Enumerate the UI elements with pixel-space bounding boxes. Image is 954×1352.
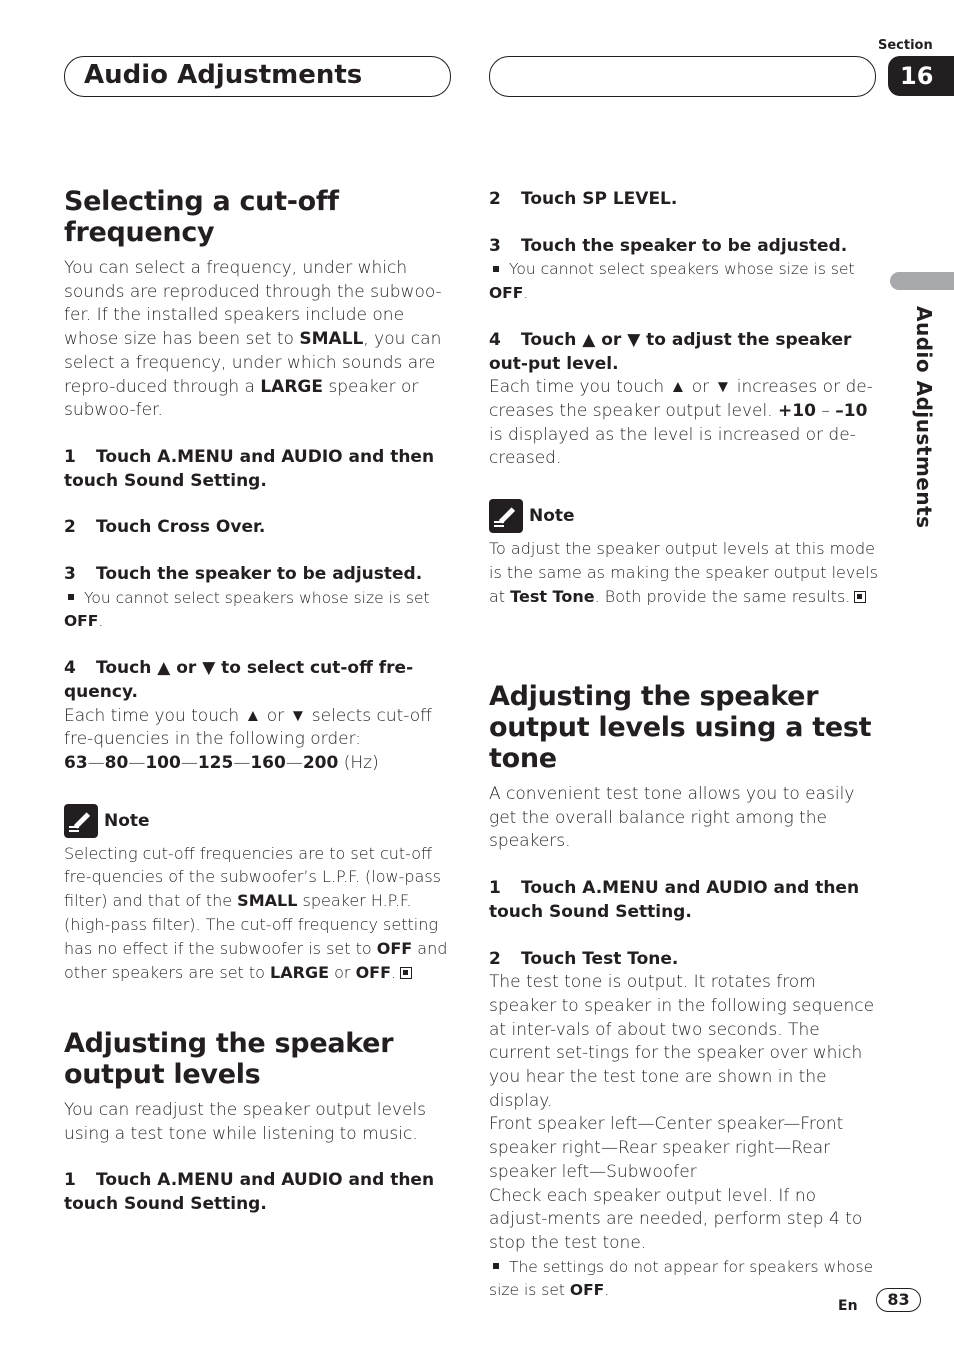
cutoff-step-4-text: Each time you touch ▲ or ▼ selects cut-off fre-quencies in the following order: [64, 705, 432, 750]
cutoff-step-2: 2 Touch Cross Over. [64, 517, 266, 538]
end-mark-icon [854, 591, 866, 603]
testtone-section [489, 681, 879, 1303]
side-tab-label: Audio Adjustments [912, 306, 936, 529]
testtone-step-2-text-3: Check each speaker output level. If no adjust-ments are needed, perform step 4 to stop the test tone. [489, 1185, 863, 1253]
cutoff-note-header [64, 804, 454, 838]
cutoff-note-text: Selecting cut-off frequencies are to set cut-off fre-quencies of the subwoofer’s L.P.F. (low-pass filter) and that of the SMALL speaker H.P.F. (high-pass filter). The cut-off frequency setting has no effect if the subwoofer is set to OFF and other speakers are set to LARGE or OFF. [64, 843, 448, 982]
header-blank-frame [489, 56, 876, 97]
bullet-square-icon [68, 594, 74, 600]
side-tab-marker [890, 272, 954, 290]
section-label: Section [878, 38, 933, 53]
cutoff-step-1: 1 Touch A.MENU and AUDIO and then touch Sound Setting. [64, 446, 435, 491]
levels-step-4-text: Each time you touch ▲ or ▼ increases or de-creases the speaker output level. +10 – –10 is displayed as the level is increased or de-creased. [489, 377, 873, 469]
right-column [489, 188, 879, 608]
end-mark-icon [400, 967, 412, 979]
note-pencil-icon [489, 499, 523, 533]
footer-language: En [838, 1298, 858, 1314]
cutoff-intro: You can select a frequency, under which sounds are reproduced through the subwoo-fer. If the installed speakers include one whose size has been set to SMALL, you can select a frequency, under which sounds are repro-duced through a LARGE speaker or subwoo-fer. [64, 258, 442, 421]
levels-section [64, 1028, 454, 1217]
levels-note-header [489, 499, 879, 533]
levels-note-text: To adjust the speaker output levels at this mode is the same as making the speaker output levels at Test Tone. Both provide the same results. [489, 539, 878, 606]
section-number-badge: 16 [888, 56, 954, 96]
testtone-step-2-sequence: Front speaker left—Center speaker—Front speaker right—Rear speaker right—Rear speaker left—Subwoofer [489, 1114, 844, 1182]
levels-step-2: 2 Touch SP LEVEL. [489, 189, 678, 209]
bullet-square-icon [493, 266, 499, 272]
note-pencil-icon [64, 804, 98, 838]
left-column [64, 186, 454, 984]
levels-step-1: 1 Touch A.MENU and AUDIO and then touch Sound Setting. [64, 1170, 435, 1215]
cutoff-step-3: 3 Touch the speaker to be adjusted. [64, 564, 423, 585]
testtone-intro: A convenient test tone allows you to easily get the overall balance right among the speakers. [489, 784, 855, 852]
note-title: Note [529, 506, 575, 527]
levels-intro: You can readjust the speaker output levels using a test tone while listening to music. [64, 1100, 427, 1144]
levels-heading: Adjusting the speaker output levels [64, 1028, 394, 1090]
page-title: Audio Adjustments [84, 60, 363, 90]
cutoff-step-4: 4 Touch ▲ or ▼ to select cut-off fre-quency. [64, 658, 414, 702]
testtone-heading: Adjusting the speaker output levels using a test tone [489, 681, 872, 774]
testtone-step-2-text-1: The test tone is output. It rotates from speaker to speaker in the following sequence at inter-vals of about two seconds. The current set-tings for the speaker over which you hear the test tone are shown in the display. [489, 972, 875, 1111]
cutoff-heading: Selecting a cut-off frequency [64, 186, 339, 248]
levels-step-3-bullet: You cannot select speakers whose size is set OFF. [489, 260, 855, 303]
testtone-bullet: The settings do not appear for speakers whose size is set OFF. [489, 1257, 874, 1300]
page-number: 83 [876, 1288, 921, 1312]
testtone-step-1: 1 Touch A.MENU and AUDIO and then touch Sound Setting. [489, 878, 860, 922]
levels-step-3: 3 Touch the speaker to be adjusted. [489, 235, 848, 256]
note-title: Note [104, 810, 150, 831]
bullet-square-icon [493, 1263, 499, 1269]
testtone-step-2: 2 Touch Test Tone. [489, 948, 679, 969]
cutoff-frequency-sequence: 63—80—100—125—160—200 (Hz) [64, 752, 379, 773]
cutoff-step-3-bullet: You cannot select speakers whose size is set OFF. [64, 588, 430, 631]
levels-step-4: 4 Touch ▲ or ▼ to adjust the speaker out-put level. [489, 329, 852, 374]
